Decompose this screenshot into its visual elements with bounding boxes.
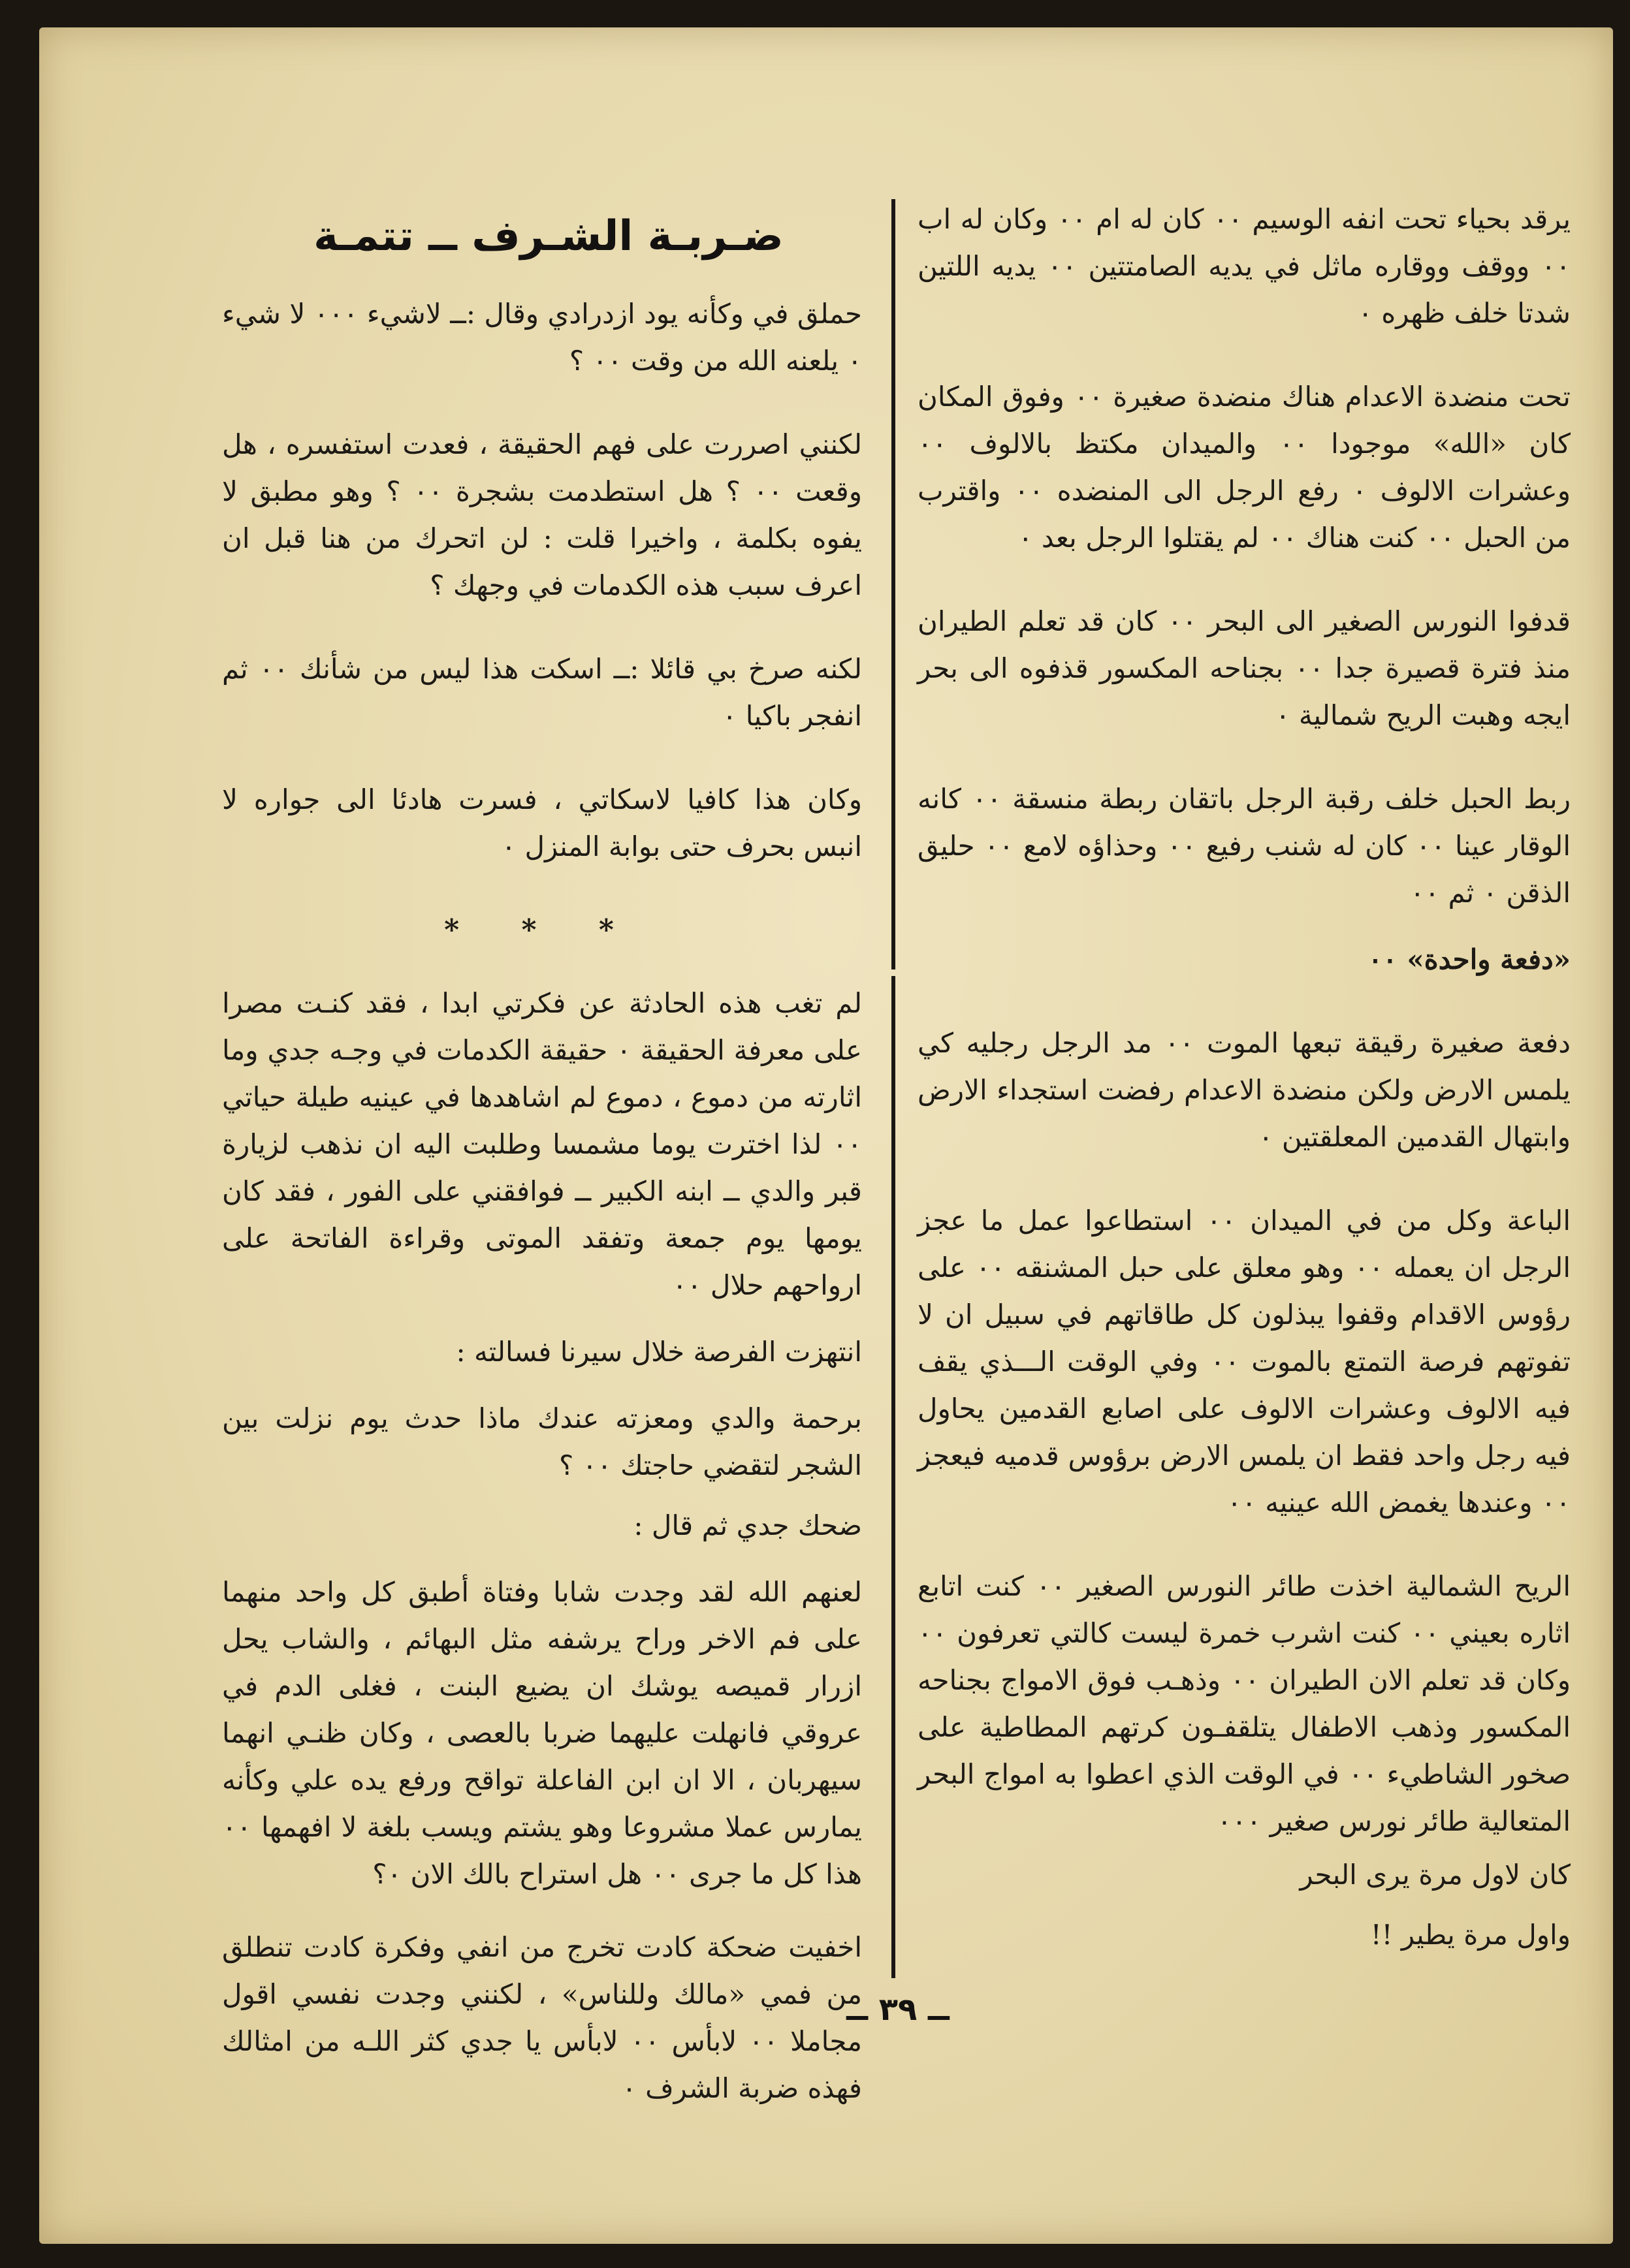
paragraph: اخفيت ضحكة كادت تخرج من انفي وفكرة كادت تنطلق من فمي «مالك وللناس» ، لكنني وجدت نفسي اقول مجاملا ٠٠ لابأس ٠٠ لابأس يا جدي كثر اللـه من امثالك فهذه ضربة الشرف ٠ xyxy=(222,1931,862,2104)
section-separator: * * * xyxy=(444,913,640,947)
paragraph: دفعة صغيرة رقيقة تبعها الموت ٠٠ مد الرجل رجليه كي يلمس الارض ولكن منضدة الاعدام رفضت استجداء الارض وابتهال القدمين المعلقتين ٠ xyxy=(918,1027,1571,1153)
paragraph: الريح الشمالية اخذت طائر النورس الصغير ٠٠ كنت اتابع اثاره بعيني ٠٠ كنت اشرب خمرة ليست كالتي تعرفون ٠٠ وكان قد تعلم الان الطيران ٠٠ وذهـب فوق الامواج بجناحه المكسور وذهب الاطفال يتلقفـون كرتهم المطاطية على صخور الشاطيء ٠٠ في الوقت الذي اعطوا به امواج البحر المتعالية طائر نورس صغير ٠٠٠ xyxy=(918,1570,1571,1837)
article-title: ضـربـة الشـرف ــ تتمـة xyxy=(313,212,784,260)
paragraph: ربط الحبل خلف رقبة الرجل باتقان ربطة منسقة ٠٠ كانه الوقار عينا ٠٠ كان له شنب رفيع ٠٠ وحذاؤه لامع ٠٠ حليق الذقن ٠ ثم ٠٠ xyxy=(918,783,1571,909)
paragraph: الباعة وكل من في الميدان ٠٠ استطاعوا عمل ما عجز الرجل ان يعمله ٠٠ وهو معلق على حبل المشنقه ٠٠ على رؤوس الاقدام وقفوا يبذلون كل طاقاتهم في سبيل ان لا تفوتهم فرصة التمتع بالموت ٠٠ وفي الوقت الـــذي يقف فيه الالوف وعشرات الالوف على اصابع القدمين يحاول فيه رجل واحد فقط ان يلمس الارض برؤوس قدميه فيعجز ٠٠ وعندها يغمض الله عينيه ٠٠ xyxy=(918,1205,1571,1519)
right-column xyxy=(918,196,1571,1995)
paragraph: انتهزت الفرصة خلال سيرنا فسالته : xyxy=(456,1336,862,1368)
paragraph: لعنهم الله لقد وجدت شابا وفتاة أطبق كل واحد منهما على فم الاخر وراح يرشفه مثل البهائم ، والشاب يحل ازرار قميصه يوشك ان يضيع البنت ، فغلى الدم في عروقي فانهلت عليهما ضربا بالعصى ، وكان ظنـي انهما سيهربان ، الا ان ابن الفاعلة تواقح ورفع يده علي وكأنه يمارس عملا مشروعا وهو يشتم ويسب بلغة لا افهمها ٠٠ هذا كل ما جرى ٠٠ هل استراح بالك الان ٠؟ xyxy=(222,1576,863,1890)
left-column xyxy=(222,291,862,2149)
paragraph: برحمة والدي ومعزته عندك ماذا حدث يوم نزلت بين الشجر لتقضي حاجتك ٠٠ ؟ xyxy=(222,1402,862,1481)
column-divider-lower xyxy=(891,976,895,1978)
paragraph: قدفوا النورس الصغير الى البحر ٠٠ كان قد تعلم الطيران منذ فترة قصيرة جدا ٠٠ بجناحه المكسور قذفوه الى بحر ايجه وهبت الريح شمالية ٠ xyxy=(918,605,1571,731)
paragraph: لكنه صرخ بي قائلا :ــ اسكت هذا ليس من شأنك ٠٠ ثم انفجر باكيا ٠ xyxy=(222,653,862,732)
paragraph: ضحك جدي ثم قال : xyxy=(633,1509,862,1541)
paragraph: يرقد بحياء تحت انفه الوسيم ٠٠ كان له ام ٠٠ وكان له اب ٠٠ ووقف ووقاره ماثل في يديه الصامتتين ٠٠ يديه اللتين شدتا خلف ظهره ٠ xyxy=(918,203,1571,329)
paragraph: كان لاول مرة يرى البحر xyxy=(1300,1859,1571,1891)
paragraph: تحت منضدة الاعدام هناك منضدة صغيرة ٠٠ وفوق المكان كان «الله» موجودا ٠٠ والميدان مكتظ بالالوف ٠٠ وعشرات الالوف ٠ رفع الرجل الى المنضده ٠٠ واقترب من الحبل ٠٠ كنت هناك ٠٠ لم يقتلوا الرجل بعد ٠ xyxy=(918,381,1571,554)
section-subhead: «دفعة واحدة» ٠٠ xyxy=(1367,943,1571,975)
paragraph: وكان هذا كافيا لاسكاتي ، فسرت هادئا الى جواره لا انبس بحرف حتى بوابة المنزل ٠ xyxy=(222,783,862,862)
page-number: ــ ٣٩ ــ xyxy=(846,1991,950,2028)
paragraph: حملق في وكأنه يود ازدرادي وقال :ــ لاشيء ٠٠٠ لا شيء ٠ يلعنه الله من وقت ٠٠ ؟ xyxy=(222,298,863,377)
paragraph: لكنني اصررت على فهم الحقيقة ، فعدت استفسره ، هل وقعت ٠٠ ؟ هل استطدمت بشجرة ٠٠ ؟ وهو مطبق لا يفوه بكلمة ، واخيرا قلت : لن اتحرك من هنا قبل ان اعرف سبب هذه الكدمات في وجهك ؟ xyxy=(222,428,862,601)
paragraph: واول مرة يطير !! xyxy=(1370,1919,1571,1951)
paragraph: لم تغب هذه الحادثة عن فكرتي ابدا ، فقد كنـت مصرا على معرفة الحقيقة ٠ حقيقة الكدمات في وجـه جدي وما اثارته من دموع ، دموع لم اشاهدها في عينيه طيلة حياتي ٠٠ لذا اخترت يوما مشمسا وطلبت اليه ان نذهب لزيارة قبر والدي ــ ابنه الكبير ــ فوافقني على الفور ، فقد كان يومها يوم جمعة وتفقد الموتى وقراءة الفاتحة على ارواحهم حلال ٠٠ xyxy=(222,987,862,1301)
column-divider-upper xyxy=(891,199,895,969)
